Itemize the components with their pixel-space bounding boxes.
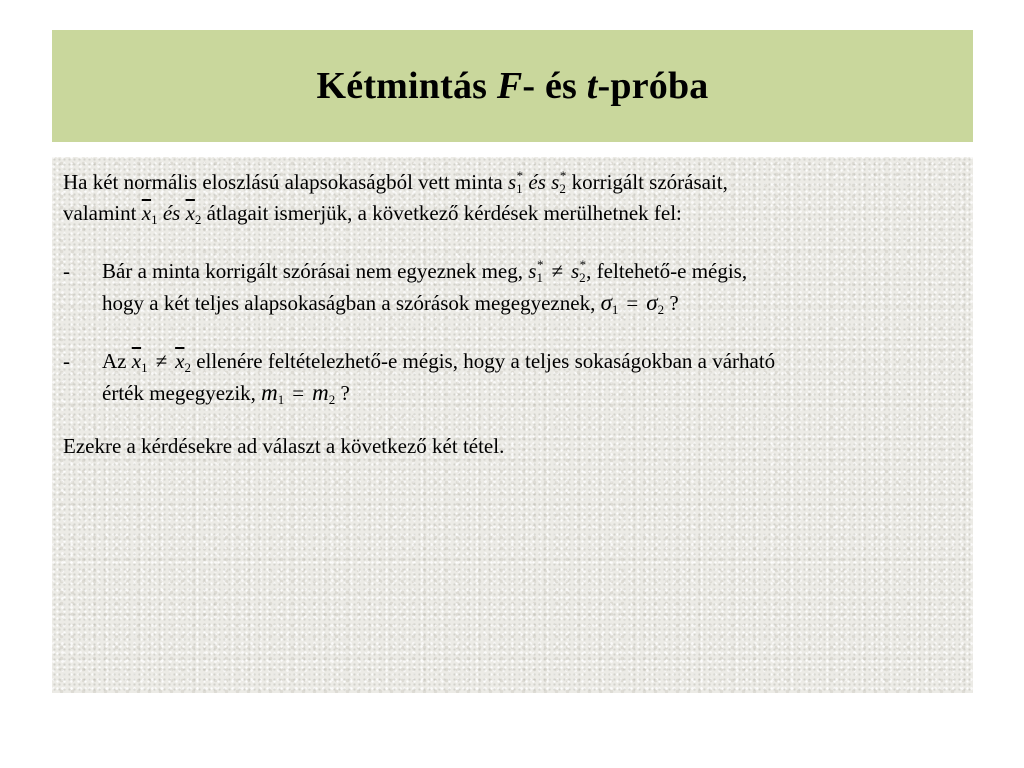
- formula-s1-neq-s2: [528, 259, 586, 283]
- formula-sigma1-eq-sigma2: [601, 291, 665, 315]
- bullet-item-std: [63, 256, 957, 319]
- bullet2-text-1: Az: [102, 349, 132, 373]
- bullet2-text-3: érték megegyezik,: [102, 381, 262, 405]
- title-bar: [52, 30, 973, 142]
- formula-eq: =: [626, 291, 639, 315]
- formula-neq: ≠: [551, 259, 563, 283]
- intro-text-2: korrigált szórásait,: [566, 170, 728, 194]
- formula-es: és: [523, 170, 552, 194]
- bullet-item-mean: [63, 346, 957, 409]
- formula-subscript: 2: [559, 181, 566, 196]
- formula-star: *: [536, 257, 544, 272]
- spacer: [63, 229, 957, 256]
- spacer: [63, 319, 957, 346]
- formula-sigma: σ: [646, 290, 658, 315]
- title-text-1: Kétmintás: [316, 65, 497, 107]
- content-box: [52, 157, 973, 693]
- bullet2-text-4: ?: [335, 381, 350, 405]
- bullet1-text-3: hogy a két teljes alapsokaságban a szórások megegyeznek,: [102, 291, 601, 315]
- bullet1-text-1: Bár a minta korrigált szórásai nem egyeznek meg,: [102, 259, 529, 283]
- formula-eq: =: [292, 381, 305, 405]
- formula-subscript: 1: [536, 270, 543, 285]
- formula-subscript: 1: [151, 212, 158, 227]
- formula-subscript: 2: [194, 212, 202, 227]
- formula-star: *: [559, 168, 567, 183]
- formula-star: *: [579, 257, 587, 272]
- formula-subscript: 2: [657, 302, 665, 317]
- bullet-dash: -: [63, 349, 70, 373]
- title-t-letter: t: [586, 65, 598, 107]
- formula-symbol: s: [551, 170, 560, 194]
- bullet2-text-2: ellenére feltételezhető-e mégis, hogy a teljes sokaságokban a várható: [190, 349, 776, 373]
- formula-symbol: $\overline{x}$: [141, 201, 152, 225]
- closing-paragraph: Ezekre a kérdésekre ad választ a következő két tétel.: [63, 434, 505, 458]
- intro-text-4: átlagait ismerjük, a következő kérdések merülhetnek fel:: [201, 201, 682, 225]
- formula-m1-eq-m2: [261, 381, 335, 405]
- spacer: [63, 409, 957, 431]
- formula-x1-es-x2: [142, 201, 202, 225]
- formula-s1-es-s2: [508, 170, 566, 194]
- formula-subscript: 1: [141, 360, 148, 375]
- bullet1-text-4: ?: [664, 291, 679, 315]
- formula-symbol: s: [507, 170, 517, 194]
- formula-subscript: 2: [328, 392, 336, 407]
- bullet1-text-2: , feltehető-e mégis,: [586, 259, 748, 283]
- formula-subscript: 2: [579, 270, 586, 285]
- formula-es: és: [157, 201, 186, 225]
- slide-title: [317, 64, 709, 108]
- formula-symbol: $\overline{x}$: [185, 201, 195, 225]
- formula-subscript: 1: [611, 302, 619, 317]
- formula-symbol: m: [312, 380, 329, 405]
- formula-x1-neq-x2: [132, 349, 191, 373]
- formula-symbol: s: [528, 259, 537, 283]
- title-text-2: - és: [522, 65, 587, 107]
- intro-text-1: Ha két normális eloszlású alapsokaságból vett minta: [63, 170, 508, 194]
- bullet-dash: -: [63, 259, 70, 283]
- formula-subscript: 1: [516, 181, 523, 196]
- formula-symbol: m: [261, 380, 278, 405]
- formula-symbol: $\overline{x}$: [131, 349, 142, 373]
- title-f-letter: F: [496, 65, 523, 107]
- formula-subscript: 2: [184, 360, 191, 375]
- title-text-3: -próba: [597, 65, 709, 107]
- formula-sigma: σ: [600, 290, 612, 315]
- formula-symbol: s: [570, 259, 580, 283]
- formula-neq: ≠: [155, 349, 168, 373]
- formula-star: *: [516, 168, 524, 183]
- formula-subscript: 1: [277, 392, 285, 407]
- formula-symbol: $\overline{x}$: [175, 349, 185, 373]
- intro-text-3: valamint: [63, 201, 142, 225]
- intro-paragraph: [63, 167, 957, 229]
